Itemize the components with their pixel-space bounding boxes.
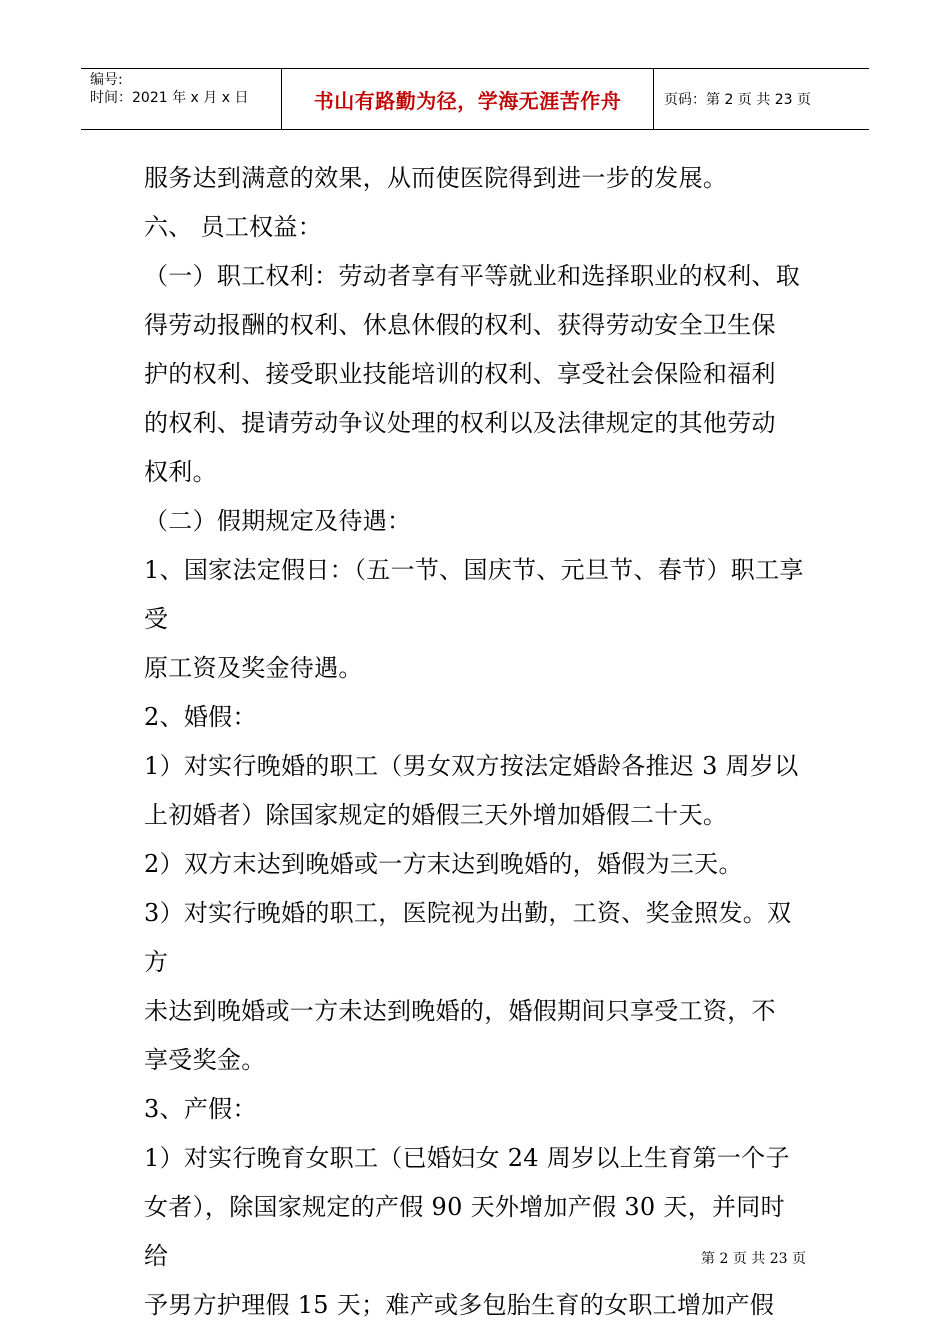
document-date-label: 时间：2021 年 x 月 x 日 <box>90 90 249 106</box>
body-line: 服务达到满意的效果，从而使医院得到进一步的发展。 <box>144 164 728 192</box>
body-line: 1、国家法定假日：（五一节、国庆节、元旦节、春节）职工享受 <box>144 556 804 633</box>
subsection-heading: （二）假期规定及待遇： <box>144 507 412 535</box>
body-line: （一）职工权利：劳动者享有平等就业和选择职业的权利、取 <box>144 262 801 290</box>
document-number-label: 编号: <box>90 72 123 88</box>
body-line: 的权利、提请劳动争议处理的权利以及法律规定的其他劳动 <box>144 409 776 437</box>
body-line: 2）双方末达到晚婚或一方末达到晚婚的，婚假为三天。 <box>144 850 743 878</box>
body-line: 护的权利、接受职业技能培训的权利、享受社会保险和福利 <box>144 360 776 388</box>
document-body <box>144 154 809 1330</box>
page-header <box>81 68 869 130</box>
body-line: 女者），除国家规定的产假 90 天外增加产假 30 天，并同时给 <box>144 1193 785 1270</box>
body-line: 享受奖金。 <box>144 1046 266 1074</box>
item-heading: 3、产假： <box>144 1095 257 1123</box>
body-line: 权利。 <box>144 458 217 486</box>
section-heading: 六、 员工权益： <box>144 213 323 241</box>
body-line: 未达到晚婚或一方未达到晚婚的，婚假期间只享受工资，不 <box>144 997 776 1025</box>
header-meta <box>81 69 281 129</box>
body-line: 原工资及奖金待遇。 <box>144 654 363 682</box>
body-line: 3）对实行晚婚的职工，医院视为出勤，工资、奖金照发。双方 <box>144 899 792 976</box>
body-line: 予男方护理假 15 天；难产或多包胎生育的女职工增加产假 <box>144 1291 775 1319</box>
body-line: 1）对实行晚婚的职工（男女双方按法定婚龄各推迟 3 周岁以 <box>144 752 799 780</box>
body-line: 1）对实行晚育女职工（已婚妇女 24 周岁以上生育第一个子 <box>144 1144 790 1172</box>
page-footer: 第 2 页 共 23 页 <box>701 1251 806 1267</box>
body-line: 上初婚者）除国家规定的婚假三天外增加婚假二十天。 <box>144 801 728 829</box>
body-line: 得劳动报酬的权利、休息休假的权利、获得劳动安全卫生保 <box>144 311 776 339</box>
item-heading: 2、婚假： <box>144 703 257 731</box>
header-page-info: 页码：第 2 页 共 23 页 <box>664 92 811 108</box>
header-motto: 书山有路勤为径，学海无涯苦作舟 <box>281 69 654 129</box>
